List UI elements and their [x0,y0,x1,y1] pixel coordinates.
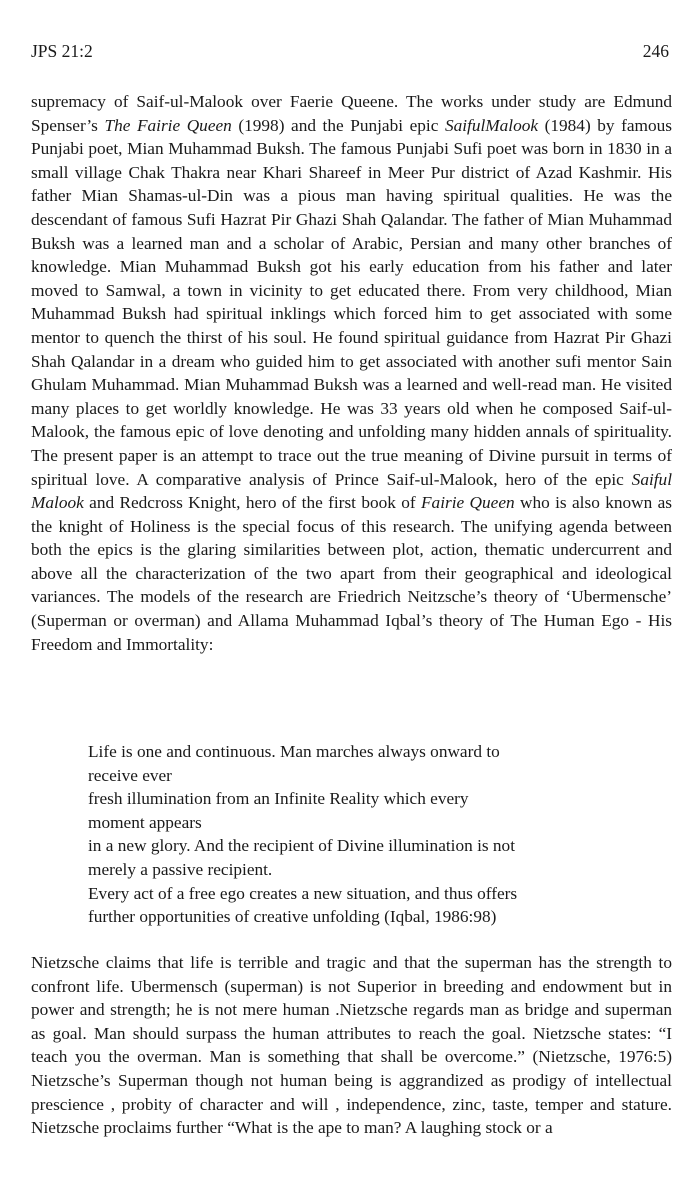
quote-line: fresh illumination from an Infinite Reality which every [88,789,469,809]
text-run: (1984) by famous Punjabi poet, Mian Muhammad Buksh. The famous Punjabi Sufi poet was born in 1830 in a small village Chak Thakra near Khari Shareef in Meer Pur district of Azad Kashmir. His father Mian Shamas-ul-Din was a pious man having spiritual qualities. He was the descendant of famous Sufi Hazrat Pir Ghazi Shah Qalandar. The father of Mian Muhammad Buksh was a learned man and a scholar of Arabic, Persian and many other branches of knowledge. Mian Muhammad Buksh got his early education from his father and later moved to Samwal, a town in vicinity to get educated there. From very childhood, Mian Muhammad Buksh had spiritual inklings which forced him to get associated with some mentor to quench the thirst of his soul. He found spiritual guidance from Hazrat Pir Ghazi Shah Qalandar in a dream who guided him to get associated with another sufi mentor Sain Ghulam Muhammad. Mian Muhammad Buksh was a learned and well-read man. He visited many places to get worldly knowledge. He was 33 years old when he composed Saif-ul-Malook, the famous epic of love denoting and unfolding many hidden annals of spirituality. The present paper is an attempt to trace out the true meaning of Divine pursuit in terms of spiritual love. A comparative analysis of Prince Saif-ul-Malook, hero of the epic [31,115,672,489]
quote-line: Life is one and continuous. Man marches always onward to [88,742,500,761]
text-run: supremacy of Saif-ul-Malook over Faerie Queene. The works under study are Edmund Spenser’s [31,92,672,135]
work-title-fairie-queen: Fairie Queen [421,493,515,513]
journal-reference: JPS 21:2 [31,41,93,61]
page-number: 246 [642,41,669,61]
quote-line: Every act of a free ego creates a new situation, and thus offers [88,883,518,903]
quote-line: merely a passive recipient. [88,859,273,879]
quote-line: in a new glory. And the recipient of Divine illumination is not [88,836,515,856]
work-title-faerie-queene: The Fairie Queen [104,115,232,135]
block-quotation [88,740,608,929]
quote-line: moment appears [88,812,202,832]
quote-line: further opportunities of creative unfolding (Iqbal, 1986:98) [88,907,497,927]
work-title-saiful-malook: SaifulMalook [444,115,539,135]
quote-line: receive ever [88,765,172,785]
text-run: and Redcross Knight, hero of the first book of [83,493,421,513]
body-paragraph-1 [31,90,672,656]
text-run: who is also known as the knight of Holiness is the special focus of this research. The unifying agenda between both the epics is the glaring similarities between plot, action, thematic undercurrent and above all the characterization of the two apart from their geographical and ideological variances. The models of the research are Friedrich Neitzsche’s theory of ‘Ubermensche’ (Superman or overman) and Allama Muhammad Iqbal’s theory of The Human Ego - His Freedom and Immortality: [31,493,672,654]
text-run: (1998) and the Punjabi epic [231,115,445,135]
work-title-saiful-malook: Saiful Malook [31,469,672,513]
body-paragraph-2: Nietzsche claims that life is terrible and tragic and that the superman has the strength to confront life. Ubermensch (superman) is not Superior in breeding and endowment but in power and strength; he is not mere human .Nietzsche regards man as bridge and superman as goal. Man should surpass the human attributes to reach the goal. Nietzsche states: “I teach you the overman. Man is something that shall be overcome.” (Nietzsche, 1976:5) Nietzsche’s Superman though not human being is aggrandized as prodigy of intellectual prescience , probity of character and will , independence, zinc, taste, temper and stature. Nietzsche proclaims further “What is the ape to man? A laughing stock or a [31,953,672,1138]
